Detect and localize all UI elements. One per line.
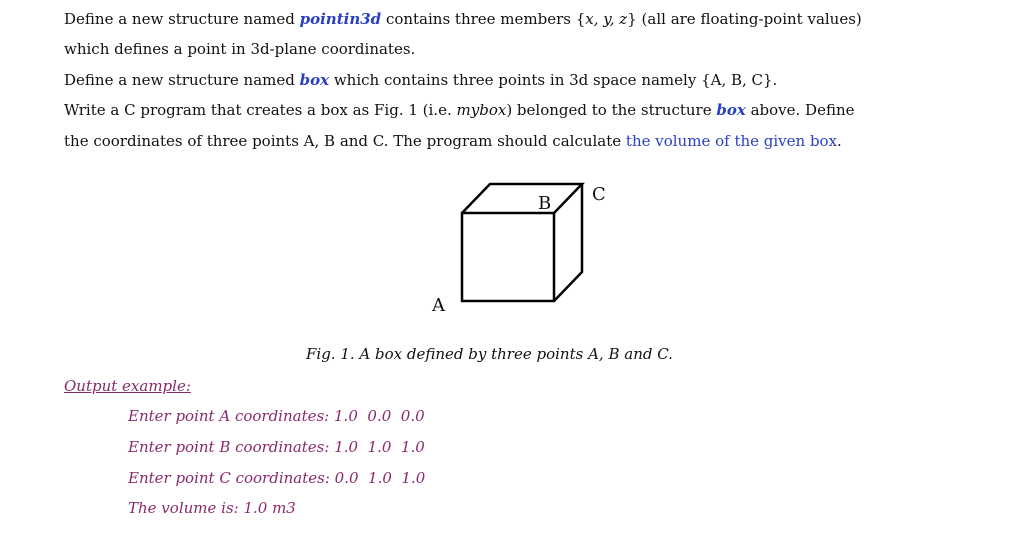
struct-name-pointin3d: pointin3d [299,10,382,28]
problem-line-5 [64,131,842,151]
text: contains three members { [381,10,586,28]
struct-name-box-2: box [716,101,746,119]
text: above. Define [745,101,855,119]
text: which contains three points in 3d space namely {A, B, C}. [329,71,778,89]
output-line-b: Enter point B coordinates: 1.0 1.0 1.0 [128,438,425,456]
member-vars: x, y, z [585,10,628,28]
label-b: B [538,193,552,214]
output-line-volume: The volume is: 1.0 m3 [128,499,296,517]
label-a: A [432,295,445,316]
volume-highlight: the volume of the given box [625,132,838,150]
mybox-term: mybox [456,101,507,119]
output-line-a: Enter point A coordinates: 1.0 0.0 0.0 [128,407,425,425]
output-line-c: Enter point C coordinates: 0.0 1.0 1.0 [128,469,426,487]
label-c: C [592,184,606,205]
problem-line-2: which defines a point in 3d-plane coordinates. [64,40,416,58]
problem-line-3 [64,70,777,90]
text: the coordinates of three points A, B and C. The program should calculate [64,132,626,150]
text: Define a new structure named [64,10,300,28]
box-front-face [462,213,554,301]
output-example-title: Output example: [64,377,191,395]
text: ) belonged to the structure [506,101,717,119]
text: } (all are floating-point values) [627,10,862,28]
box-side-face [554,184,582,301]
struct-name-box: box [299,71,330,89]
problem-line-1 [64,9,862,29]
figure-caption: Fig. 1. A box defined by three points A, B and C. [306,345,673,363]
problem-line-4 [64,100,855,120]
text: Define a new structure named [64,71,300,89]
text: Write a C program that creates a box as Fig. 1 (i.e. [64,101,457,119]
box-top-face [462,184,582,213]
text: . [837,132,842,150]
box-figure [420,172,620,322]
